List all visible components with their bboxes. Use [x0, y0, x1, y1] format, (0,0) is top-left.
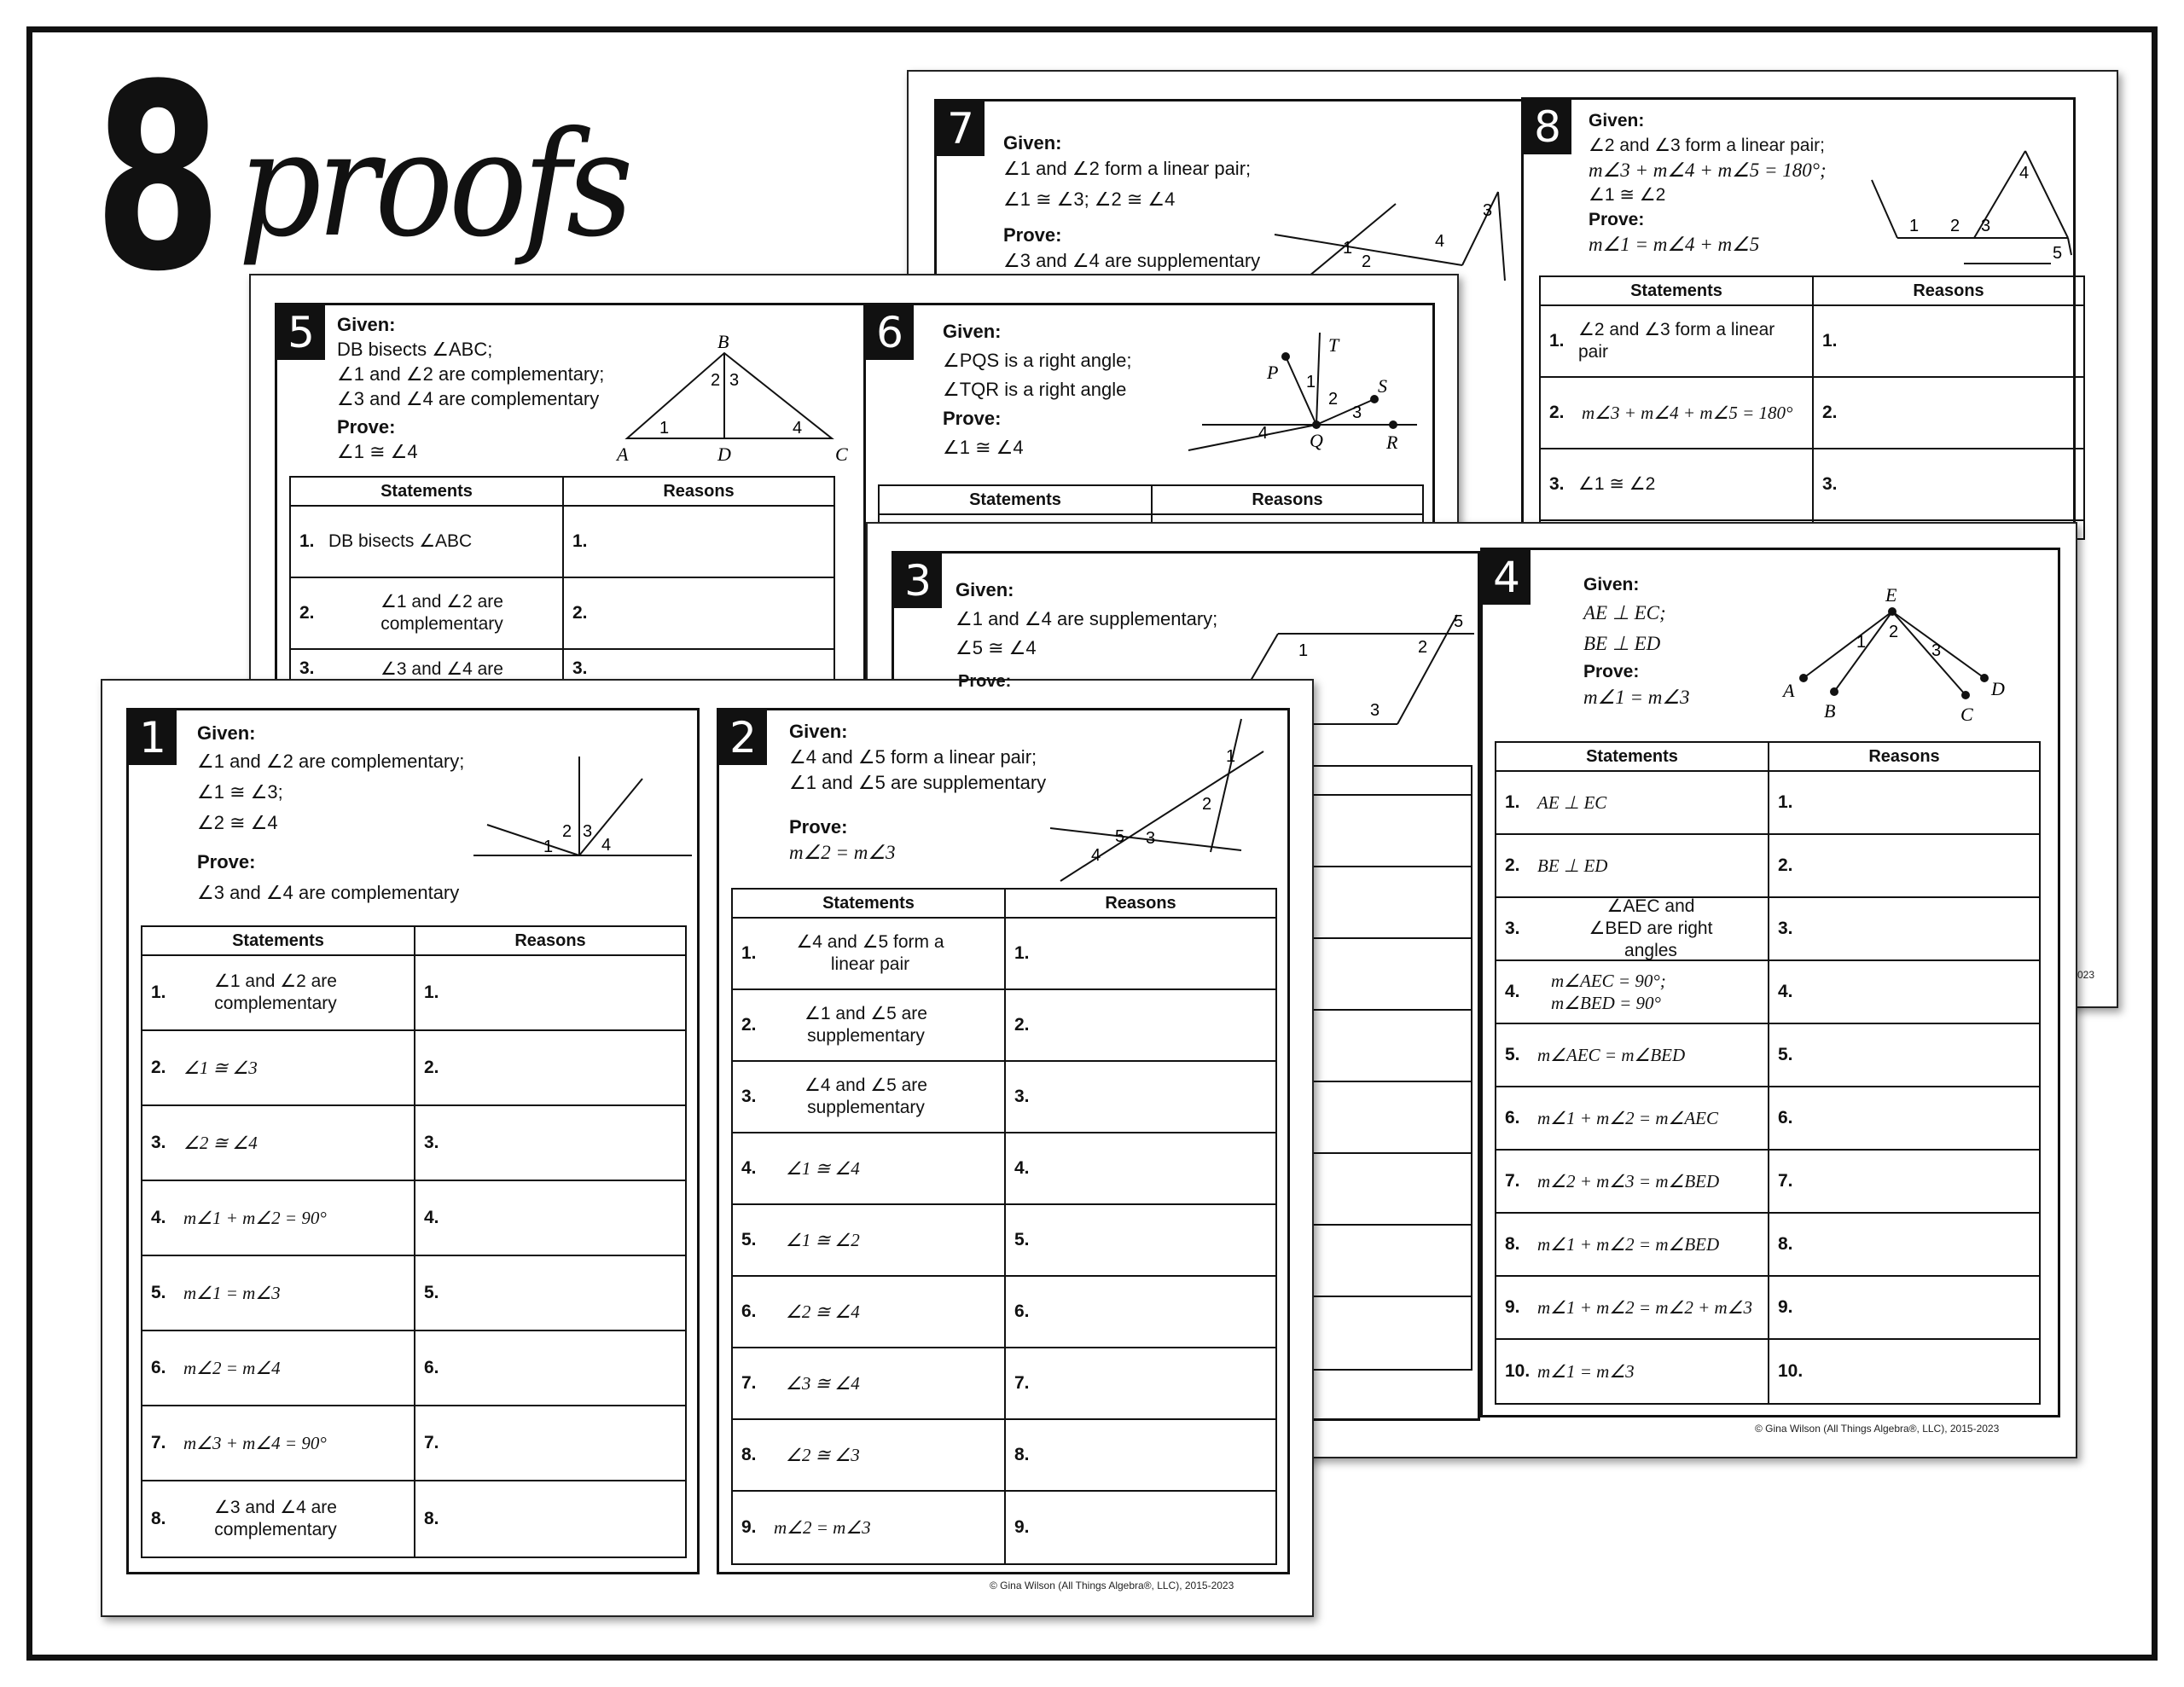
statement-cell [733, 1277, 1004, 1348]
row-number: 9. [741, 1517, 757, 1537]
diagram-1 [470, 745, 700, 872]
statement-text: m∠1 = m∠3 [1537, 1361, 1635, 1382]
row-number: 7. [1505, 1171, 1520, 1191]
row-number: 1. [299, 531, 315, 551]
statement-text: m∠2 = m∠3 [774, 1517, 871, 1538]
angle-label: 5 [1115, 827, 1125, 846]
prove-statement: ∠3 and ∠4 are complementary [197, 882, 460, 903]
statement-text: ∠2 ≅ ∠4 [183, 1133, 258, 1153]
reason-cell: 7. [414, 1406, 685, 1481]
statement-text: m∠AEC = 90°; m∠BED = 90° [1551, 971, 1666, 1013]
statement-cell [733, 1348, 1004, 1420]
reason-cell: 9. [1768, 1277, 2039, 1340]
angle-label: 3 [729, 371, 740, 390]
proof-table [141, 925, 687, 1558]
point-label: S [1378, 375, 1387, 397]
given-block [1589, 108, 1827, 257]
statement-cell [1541, 378, 1812, 449]
reason-cell: 2. [1768, 835, 2039, 898]
statements-header: Statements [1541, 277, 1812, 306]
angle-label: 1 [1909, 217, 1920, 235]
point-label: T [1328, 334, 1339, 356]
given-line: ∠1 ≅ ∠2 [1589, 185, 1666, 205]
statement-text: ∠1 and ∠5 are supplementary [804, 1004, 927, 1046]
row-number: 2. [1549, 403, 1565, 422]
statement-text: m∠1 + m∠2 = m∠2 + m∠3 [1537, 1297, 1752, 1318]
row-number: 2. [1505, 855, 1520, 875]
given-label: Given: [789, 721, 848, 742]
prove-label: Prove: [1589, 210, 1645, 229]
reason-cell: 3. [1004, 1062, 1275, 1133]
diagram-8 [1855, 137, 2077, 274]
statement-cell [142, 1106, 414, 1181]
diagram-7 [1268, 153, 1507, 289]
row-number: 8. [741, 1445, 757, 1464]
vertex-label: C [835, 443, 848, 465]
statement-cell [1496, 961, 1768, 1024]
reason-cell: 1. [1768, 772, 2039, 835]
prove-label: Prove: [1583, 662, 1640, 681]
angle-label: 3 [1981, 217, 1991, 235]
vertex-label: B [717, 331, 729, 352]
worksheet-number: 1 [129, 710, 177, 765]
statement-text: DB bisects ∠ABC [328, 531, 473, 551]
statement-text: ∠1 and ∠2 are complementary [380, 592, 503, 634]
copyright: © Gina Wilson (All Things Algebra®, LLC), 2015-2023 [990, 1580, 1234, 1591]
prove-label: Prove: [789, 816, 848, 838]
given-block [789, 719, 1046, 866]
row-number: 6. [151, 1358, 166, 1377]
angle-label: 4 [2019, 164, 2030, 183]
statement-text: ∠4 and ∠5 are supplementary [804, 1075, 927, 1117]
statement-cell [142, 1256, 414, 1331]
statement-cell [733, 1133, 1004, 1205]
heading-number: 8 [94, 30, 220, 328]
angle-label: 4 [1091, 846, 1101, 865]
statement-text: ∠1 ≅ ∠2 [1578, 474, 1656, 494]
worksheet-number: 6 [866, 305, 914, 360]
statement-text: ∠1 ≅ ∠2 [786, 1230, 860, 1250]
row-number: 1. [151, 983, 166, 1002]
worksheet-number: 8 [1524, 100, 1571, 154]
angle-label: 1 [1298, 641, 1309, 660]
angle-label: 2 [1418, 638, 1428, 657]
angle-label: 4 [601, 836, 612, 855]
statement-cell [1496, 1151, 1768, 1214]
angle-label: 3 [1352, 403, 1362, 422]
given-block [956, 576, 1217, 663]
statement-cell [142, 1406, 414, 1481]
worksheet-number: 7 [937, 101, 985, 156]
angle-label: 1 [659, 419, 670, 438]
reasons-header: Reasons [1004, 890, 1275, 919]
reason-cell: 2. [562, 578, 834, 650]
worksheet-number: 4 [1483, 550, 1531, 605]
point-label: C [1960, 704, 1973, 725]
given-label: Given: [943, 321, 1002, 342]
statement-cell [733, 919, 1004, 990]
reason-cell: 2. [1004, 990, 1275, 1062]
statement-text: ∠2 ≅ ∠4 [786, 1301, 860, 1322]
statement-text: BE ⊥ ED [1537, 855, 1608, 876]
statement-text: ∠4 and ∠5 form a linear pair [796, 932, 944, 974]
proof-table [1539, 275, 2085, 540]
row-number: 3. [1505, 919, 1520, 938]
worksheet-number: 5 [277, 305, 325, 360]
row-number: 3. [1549, 474, 1565, 494]
angle-label: 2 [1202, 795, 1212, 814]
angle-label: 3 [1931, 641, 1942, 660]
row-number: 2. [151, 1058, 166, 1077]
given-line: ∠PQS is a right angle; [943, 350, 1132, 371]
row-number: 5. [741, 1230, 757, 1249]
angle-label: 3 [583, 822, 593, 841]
angle-label: 1 [1226, 747, 1236, 766]
given-line: ∠1 and ∠2 are complementary; [337, 363, 605, 385]
statement-cell [1496, 1214, 1768, 1277]
statement-cell [1496, 772, 1768, 835]
diagram-4 [1764, 567, 2037, 725]
angle-label: 5 [1454, 612, 1464, 631]
statement-cell [733, 990, 1004, 1062]
proof-table [1495, 741, 2041, 1405]
statement-text: ∠2 ≅ ∠3 [786, 1445, 860, 1465]
statement-text: m∠AEC = m∠BED [1537, 1045, 1686, 1065]
statement-text: ∠1 ≅ ∠3 [183, 1058, 258, 1078]
point-label: E [1885, 584, 1897, 606]
reason-cell: 3. [1768, 898, 2039, 961]
statement-cell [142, 956, 414, 1031]
statement-text: ∠3 ≅ ∠4 [786, 1373, 860, 1394]
heading-word: proofs [237, 101, 629, 270]
vertex-label: A [617, 443, 629, 465]
reason-cell: 3. [1812, 449, 2083, 521]
statement-text: ∠3 and ∠4 are [380, 659, 503, 679]
given-line: ∠1 and ∠4 are supplementary; [956, 608, 1218, 629]
statement-text: m∠1 = m∠3 [183, 1283, 281, 1303]
angle-label: 4 [793, 419, 803, 438]
statements-header: Statements [733, 890, 1004, 919]
row-number: 2. [299, 603, 315, 623]
row-number: 8. [151, 1509, 166, 1528]
reason-cell: 3. [562, 650, 834, 722]
statement-cell [142, 1481, 414, 1557]
reason-cell: 9. [1004, 1492, 1275, 1563]
reason-cell: 1. [414, 956, 685, 1031]
reason-cell: 3. [414, 1106, 685, 1181]
given-label: Given: [1003, 132, 1062, 154]
angle-label: 4 [1258, 424, 1269, 443]
prove-statement: m∠2 = m∠3 [789, 842, 896, 863]
worksheet-1 [126, 708, 700, 1574]
statement-text: ∠2 and ∠3 form a linear pair [1578, 320, 1775, 362]
reason-cell: 5. [1004, 1205, 1275, 1277]
row-number: 4. [151, 1208, 166, 1227]
statement-text: ∠1 ≅ ∠4 [786, 1158, 860, 1179]
statement-text: m∠1 + m∠2 = m∠BED [1537, 1234, 1720, 1255]
prove-label: Prove: [197, 851, 256, 872]
worksheet-2 [717, 708, 1290, 1574]
reason-cell: 4. [1004, 1133, 1275, 1205]
point-label: R [1386, 432, 1398, 453]
row-number: 7. [741, 1373, 757, 1393]
given-block [1003, 130, 1260, 274]
reasons-header: Reasons [1812, 277, 2083, 306]
reason-cell: 6. [414, 1331, 685, 1406]
angle-label: 2 [1362, 252, 1372, 271]
row-number: 1. [1505, 792, 1520, 812]
row-number: 3. [151, 1133, 166, 1152]
given-line: ∠2 ≅ ∠4 [197, 812, 278, 833]
statement-cell [1496, 1024, 1768, 1087]
angle-label: 2 [711, 371, 721, 390]
reason-cell: 7. [1768, 1151, 2039, 1214]
statement-cell [1496, 1087, 1768, 1151]
given-label: Given: [956, 579, 1014, 600]
given-line: ∠TQR is a right angle [943, 379, 1127, 400]
given-block [943, 317, 1132, 462]
worksheet-number: 2 [719, 710, 767, 765]
row-number: 4. [1505, 982, 1520, 1001]
given-line: ∠5 ≅ ∠4 [956, 637, 1037, 658]
row-number: 1. [1549, 331, 1565, 351]
proof-table [731, 888, 1277, 1565]
statement-cell [733, 1205, 1004, 1277]
statement-text: m∠2 = m∠4 [183, 1358, 281, 1378]
row-number: 10. [1505, 1361, 1531, 1381]
angle-label: 1 [543, 838, 554, 856]
statement-text: m∠1 + m∠2 = m∠AEC [1537, 1108, 1718, 1128]
reason-cell: 4. [414, 1181, 685, 1256]
reason-cell: 5. [1768, 1024, 2039, 1087]
statements-header: Statements [1496, 743, 1768, 772]
reasons-header: Reasons [414, 927, 685, 956]
sheet-proofs-1-2 [101, 679, 1314, 1617]
angle-label: 1 [1343, 239, 1353, 258]
prove-label: Prove: [943, 408, 1002, 429]
angle-label: 3 [1483, 201, 1493, 220]
reason-cell: 2. [414, 1031, 685, 1106]
angle-label: 3 [1146, 829, 1156, 848]
row-number: 6. [741, 1301, 757, 1321]
prove-label: Prove: [337, 416, 396, 438]
reasons-header: Reasons [1151, 486, 1422, 515]
given-line: ∠4 and ∠5 form a linear pair; [789, 746, 1037, 768]
prove-statement: m∠1 = m∠3 [1583, 687, 1690, 708]
point-label: P [1267, 362, 1279, 383]
point-label: D [1991, 678, 2005, 699]
given-block [197, 721, 464, 908]
given-label: Given: [1583, 575, 1640, 594]
reason-cell: 8. [1004, 1420, 1275, 1492]
given-line: ∠1 and ∠5 are supplementary [789, 772, 1047, 793]
given-label: Given: [337, 314, 396, 335]
statement-cell [733, 1492, 1004, 1563]
row-number: 4. [741, 1158, 757, 1178]
statement-cell [142, 1181, 414, 1256]
statements-header: Statements [142, 927, 414, 956]
statement-text: m∠3 + m∠4 + m∠5 = 180° [1582, 403, 1793, 423]
prove-label-clipped [958, 670, 1011, 681]
prove-statement: ∠3 and ∠4 are supplementary [1003, 250, 1261, 271]
row-number: 3. [741, 1087, 757, 1106]
statements-header: Statements [880, 486, 1151, 515]
statement-text: m∠2 + m∠3 = m∠BED [1537, 1171, 1720, 1191]
given-line: ∠1 ≅ ∠3; [197, 781, 283, 803]
statement-cell [1496, 898, 1768, 961]
angle-label: 1 [1306, 373, 1316, 391]
given-block [337, 312, 604, 464]
angle-label: 1 [1856, 633, 1867, 652]
diagram-6 [1182, 322, 1429, 476]
point-label: Q [1310, 430, 1323, 451]
angle-label: 2 [1889, 623, 1899, 641]
worksheet-number: 3 [894, 554, 942, 608]
statement-text: ∠AEC and ∠BED are right angles [1589, 896, 1713, 960]
row-number: 2. [741, 1015, 757, 1035]
vertex-label: D [717, 443, 731, 465]
reasons-header: Reasons [562, 478, 834, 507]
point-label: A [1783, 680, 1795, 701]
statement-cell [291, 578, 562, 650]
row-number: 7. [151, 1433, 166, 1452]
given-label: Given: [1589, 111, 1645, 130]
diagram-5 [617, 322, 873, 467]
statement-cell [733, 1062, 1004, 1133]
given-block [1583, 572, 1689, 710]
statement-cell [1496, 1340, 1768, 1403]
reason-cell: 5. [414, 1256, 685, 1331]
statement-text: AE ⊥ EC [1537, 792, 1607, 813]
angle-label: 2 [1950, 217, 1960, 235]
statement-cell [733, 1420, 1004, 1492]
reason-cell: 1. [1004, 919, 1275, 990]
statement-text: ∠3 and ∠4 are complementary [214, 1498, 337, 1539]
given-line: ∠3 and ∠4 are complementary [337, 388, 600, 409]
angle-label: 2 [1328, 390, 1339, 409]
statement-text: m∠1 + m∠2 = 90° [183, 1208, 327, 1228]
statements-header: Statements [291, 478, 562, 507]
given-line: DB bisects ∠ABC; [337, 339, 493, 360]
prove-statement: ∠1 ≅ ∠4 [943, 437, 1024, 458]
reason-cell: 8. [414, 1481, 685, 1557]
statement-cell [142, 1331, 414, 1406]
point-label: B [1824, 700, 1836, 722]
given-line: ∠1 and ∠2 are complementary; [197, 751, 465, 772]
reason-cell: 6. [1768, 1087, 2039, 1151]
statement-cell [1541, 306, 1812, 378]
reasons-header: Reasons [1768, 743, 2039, 772]
reason-cell: 7. [1004, 1348, 1275, 1420]
reason-cell: 2. [1812, 378, 2083, 449]
angle-label: 2 [562, 822, 572, 841]
given-line: ∠1 ≅ ∠3; ∠2 ≅ ∠4 [1003, 188, 1176, 210]
reason-cell: 1. [562, 507, 834, 578]
copyright-clip: 023 [2077, 969, 2095, 981]
reason-cell: 4. [1768, 961, 2039, 1024]
reason-cell: 10. [1768, 1340, 2039, 1403]
row-number: 3. [299, 658, 315, 678]
given-line: AE ⊥ EC; [1583, 602, 1666, 623]
statement-text: m∠3 + m∠4 = 90° [183, 1433, 327, 1453]
given-label: Given: [197, 722, 256, 744]
statement-cell [1496, 835, 1768, 898]
angle-label: 4 [1435, 232, 1445, 251]
reason-cell: 1. [1812, 306, 2083, 378]
statement-cell [1541, 449, 1812, 521]
prove-statement: m∠1 = m∠4 + m∠5 [1589, 234, 1760, 255]
row-number: 8. [1505, 1234, 1520, 1254]
copyright: © Gina Wilson (All Things Algebra®, LLC), 2015-2023 [1755, 1423, 2000, 1435]
row-number: 5. [151, 1283, 166, 1302]
given-line: m∠3 + m∠4 + m∠5 = 180°; [1589, 159, 1827, 181]
row-number: 1. [741, 943, 757, 963]
reason-cell: 8. [1768, 1214, 2039, 1277]
diagram-2 [1043, 710, 1291, 890]
row-number: 9. [1505, 1297, 1520, 1317]
row-number: 5. [1505, 1045, 1520, 1064]
given-line: ∠2 and ∠3 form a linear pair; [1589, 136, 1825, 155]
statement-cell [291, 507, 562, 578]
statement-cell [142, 1031, 414, 1106]
given-line: BE ⊥ ED [1583, 633, 1661, 654]
reason-cell: 6. [1004, 1277, 1275, 1348]
statement-text: ∠1 and ∠2 are complementary [214, 971, 337, 1013]
prove-label: Prove: [1003, 224, 1062, 246]
statement-cell [1496, 1277, 1768, 1340]
angle-label: 3 [1370, 701, 1380, 720]
prove-statement: ∠1 ≅ ∠4 [337, 441, 418, 462]
worksheet-4 [1480, 548, 2060, 1417]
angle-label: 5 [2053, 244, 2063, 263]
row-number: 6. [1505, 1108, 1520, 1128]
given-line: ∠1 and ∠2 form a linear pair; [1003, 158, 1252, 179]
